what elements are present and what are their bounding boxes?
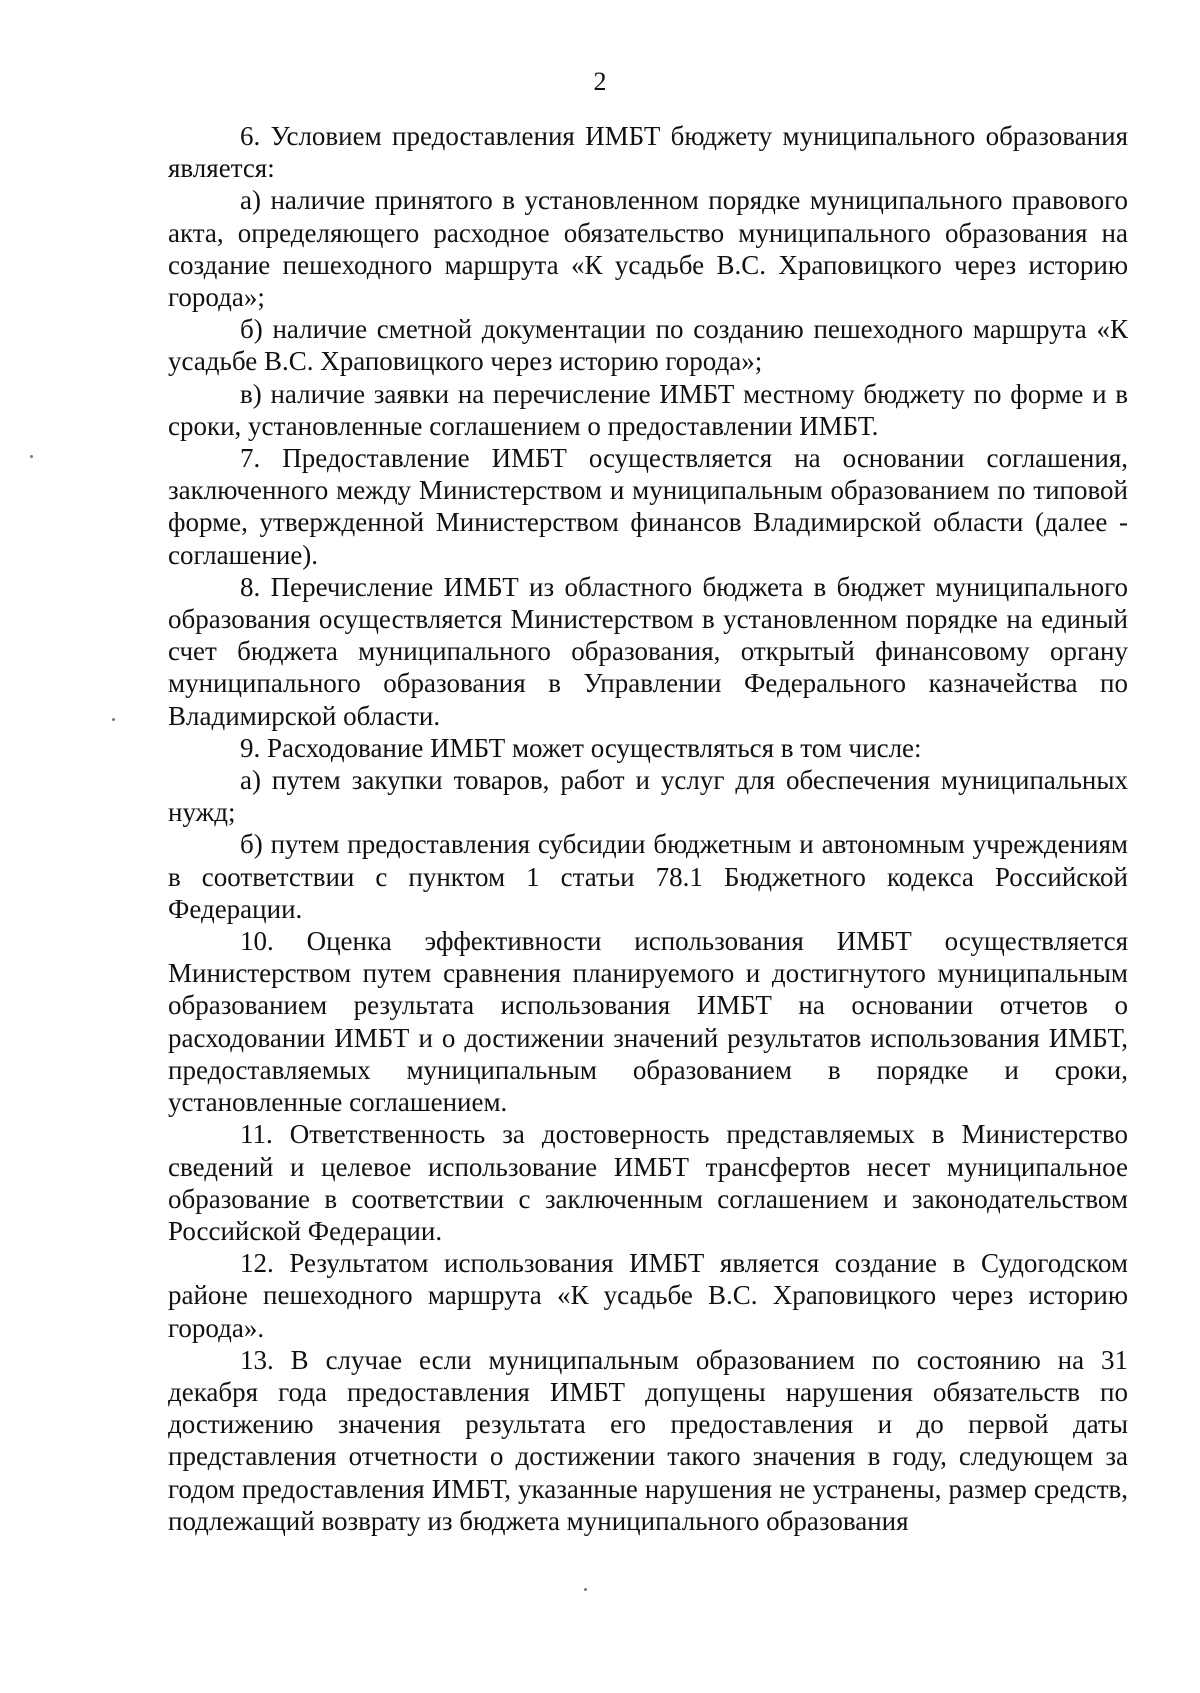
scan-speck [30, 455, 33, 458]
paragraph-6-a: а) наличие принятого в установленном порядке муниципального правового акта, определяющего расходное обязательство муниципального образования на создание пешеходного маршрута «К усадьбе В.С. Храповицкого через историю города»; [168, 185, 1128, 313]
paragraph-8: 8. Перечисление ИМБТ из областного бюджета в бюджет муниципального образования осуществляется Министерством в установленном порядке на единый счет бюджета муниципального образования, открытый финансовому органу муниципального образования в Управлении Федерального казначейства по Владимирской области. [168, 571, 1128, 731]
paragraph-12: 12. Результатом использования ИМБТ является создание в Судогодском районе пешеходного маршрута «К усадьбе В.С. Храповицкого через историю города». [168, 1248, 1128, 1343]
page-number: 2 [593, 67, 607, 96]
paragraph-11: 11. Ответственность за достоверность представляемых в Министерство сведений и целевое использование ИМБТ трансфертов несет муниципальное образование в соответствии с заключенным соглашением и законодательством Российской Федерации. [168, 1119, 1128, 1246]
paragraph-6-v: в) наличие заявки на перечисление ИМБТ местному бюджету по форме и в сроки, установленные соглашением о предоставлении ИМБТ. [168, 378, 1128, 441]
paragraph-6-b: б) наличие сметной документации по созданию пешеходного маршрута «К усадьбе В.С. Храповицкого через историю города»; [168, 314, 1128, 377]
paragraph-13: 13. В случае если муниципальным образованием по состоянию на 31 декабря года предоставления ИМБТ допущены нарушения обязательств по достижению значения результата его предоставления и до первой даты представления отчетности о достижении такого значения в году, следующем за годом предоставления ИМБТ, указанные нарушения не устранены, размер средств, подлежащий возврату из бюджета муниципального образования [168, 1344, 1128, 1536]
paragraph-7: 7. Предоставление ИМБТ осуществляется на основании соглашения, заключенного между Министерством и муниципальным образованием по типовой форме, утвержденной Министерством финансов Владимирской области (далее - соглашение). [168, 443, 1128, 570]
paragraph-9-a: а) путем закупки товаров, работ и услуг для обеспечения муниципальных нужд; [168, 765, 1128, 828]
paragraph-10: 10. Оценка эффективности использования ИМБТ осуществляется Министерством путем сравнения планируемого и достигнутого муниципальным образованием результата использования ИМБТ на основании отчетов о расходовании ИМБТ и о достижении значений результатов использования ИМБТ, предоставляемых муниципальным образованием в порядке и сроки, установленные соглашением. [168, 926, 1128, 1118]
scan-speck [112, 718, 115, 721]
scan-speck [584, 1588, 587, 1591]
paragraph-9-b: б) путем предоставления субсидии бюджетным и автономным учреждениям в соответствии с пунктом 1 статьи 78.1 Бюджетного кодекса Российской Федерации. [168, 829, 1128, 924]
document-body [168, 120, 1128, 1537]
paragraph-6: 6. Условием предоставления ИМБТ бюджету муниципального образования является: [168, 121, 1128, 184]
paragraph-9: 9. Расходование ИМБТ может осуществляться в том числе: [240, 732, 922, 763]
